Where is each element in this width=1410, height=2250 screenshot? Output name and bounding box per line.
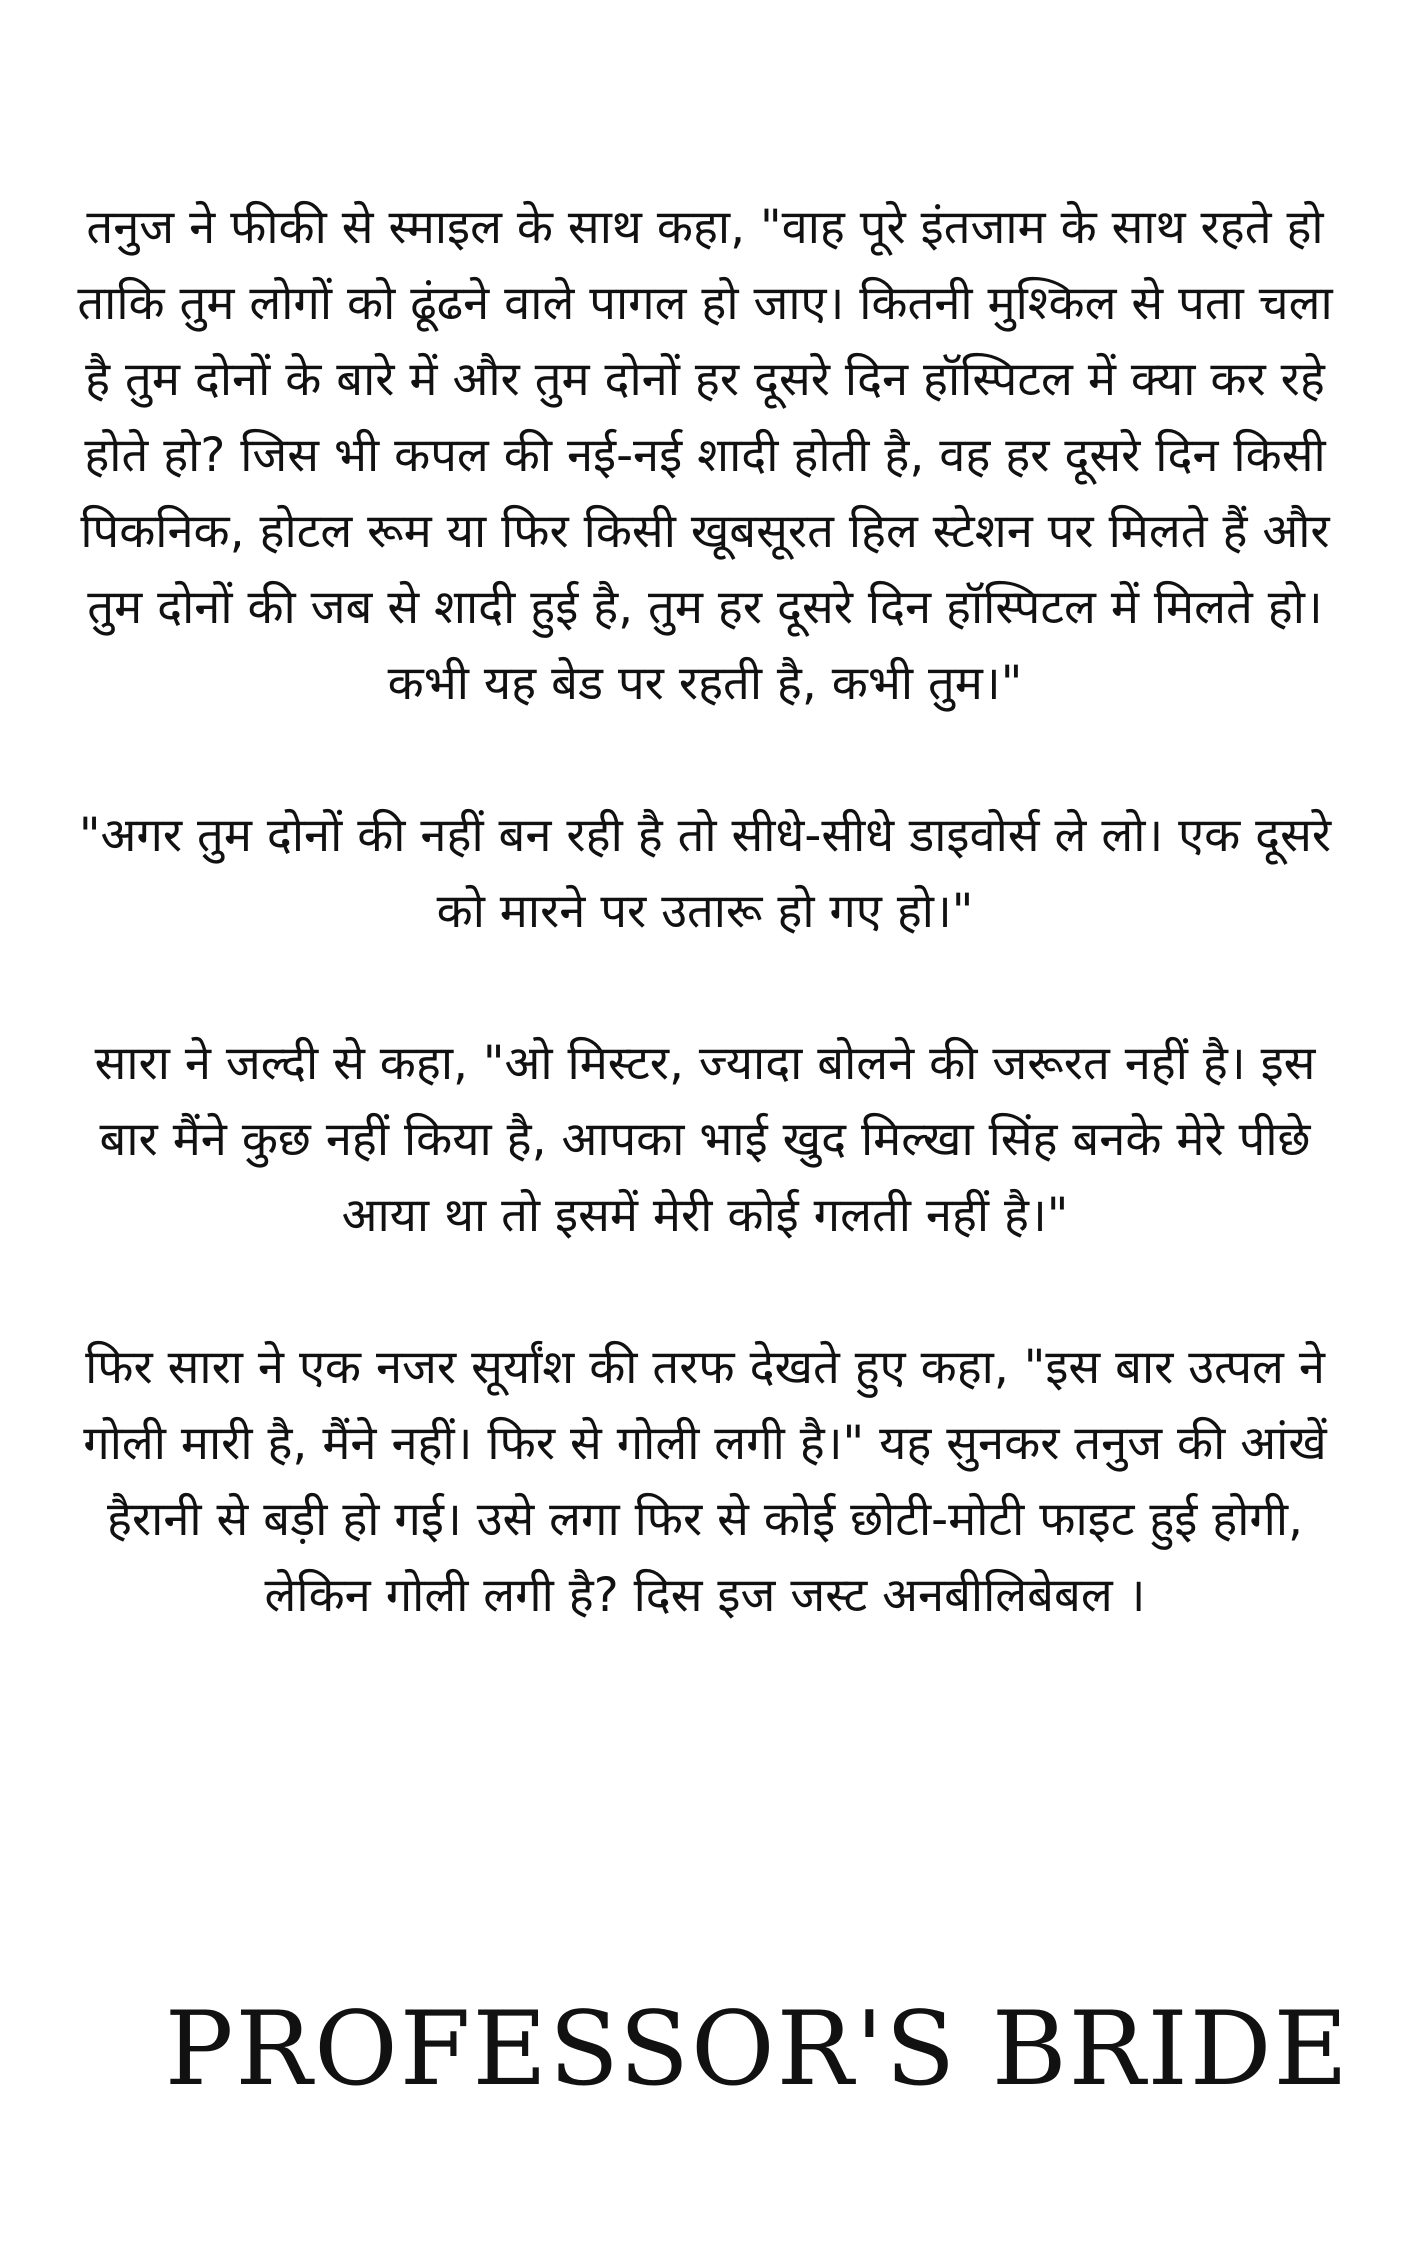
paragraph-1: तनुज ने फीकी से स्माइल के साथ कहा, "वाह पूरे इंतजाम के साथ रहते हो ताकि तुम लोगों को ढूंढने वाले पागल हो जाए। कितनी मुश्किल से पता चला है तुम दोनों के बारे में और तुम दोनों हर दूसरे दिन हॉस्पिटल में क्या कर रहे होते हो? जिस भी कपल की नई-नई शादी होती है, वह हर दूसरे दिन किसी पिकनिक, होटल रूम या फिर किसी खूबसूरत हिल स्टेशन पर मिलते हैं और तुम दोनों की जब से शादी हुई है, तुम हर दूसरे दिन हॉस्पिटल में मिलते हो। कभी यह बेड पर रहती है, कभी तुम।" — [77, 200, 1333, 711]
paragraph-3: सारा ने जल्दी से कहा, "ओ मिस्टर, ज्यादा बोलने की जरूरत नहीं है। इस बार मैंने कुछ नहीं किया है, आपका भाई खुद मिल्खा सिंह बनके मेरे पीछे आया था तो इसमें मेरी कोई गलती नहीं है।" — [94, 1036, 1316, 1243]
story-text — [40, 190, 1370, 1634]
paragraph-2: "अगर तुम दोनों की नहीं बन रही है तो सीधे-सीधे डाइवोर्स ले लो। एक दूसरे को मारने पर उतारू हो गए हो।" — [78, 808, 1332, 939]
book-title-watermark: PROFESSOR'S BRIDE — [164, 1990, 1350, 2109]
paragraph-4: फिर सारा ने एक नजर सूर्यांश की तरफ देखते हुए कहा, "इस बार उत्पल ने गोली मारी है, मैंने नहीं। फिर से गोली लगी है।" यह सुनकर तनुज की आंखें हैरानी से बड़ी हो गई। उसे लगा फिर से कोई छोटी-मोटी फाइट हुई होगी, लेकिन गोली लगी है? दिस इज जस्ट अनबीलिबेबल । — [83, 1340, 1327, 1623]
